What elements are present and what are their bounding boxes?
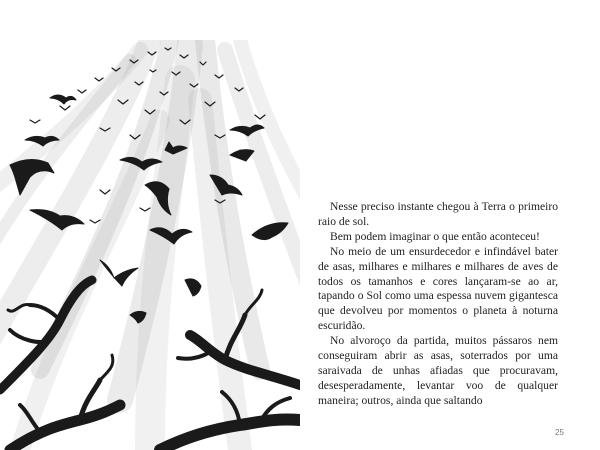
paragraph: No alvoroço da partida, muitos pássaros nem conseguiram abrir as asas, soterrados por uma saraivada de unhas afiadas que procuravam, desesperadamente, levantar voo de qualquer maneira; outros, ainda que saltando — [318, 334, 558, 407]
paragraph: No meio de um ensurdecedor e infindável bater de asas, milhares e milhares e milhares de aves de todos os tamanhos e cores lançaram-se ao ar, tapando o Sol como uma espessa nuvem gigantesca que devolveu por momentos o planeta à noturna escuridão. — [318, 244, 558, 333]
birds-illustration — [0, 40, 300, 450]
sky-wash — [0, 40, 300, 450]
page-number: 25 — [555, 428, 564, 437]
paragraph: Nesse preciso instante chegou à Terra o primeiro raio de sol. — [318, 200, 558, 228]
paragraph: Bem podem imaginar o que então aconteceu! — [330, 229, 540, 243]
text-page — [318, 200, 558, 409]
